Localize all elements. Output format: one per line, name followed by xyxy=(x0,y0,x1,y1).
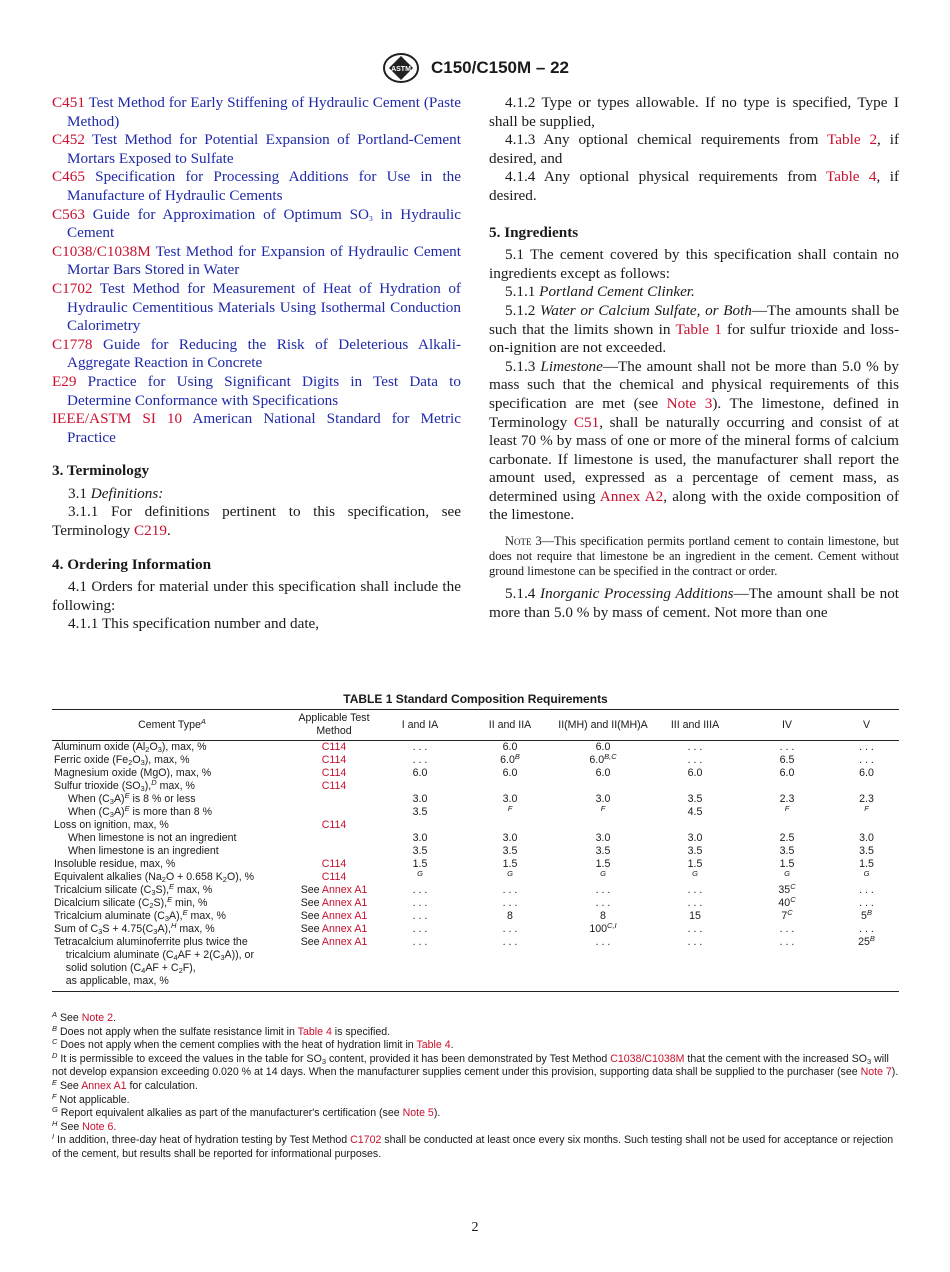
link-table-4[interactable]: Table 4 xyxy=(826,168,877,186)
astm-logo-icon xyxy=(381,52,421,84)
table-row: When limestone is an ingredient 3.5 3.5 3.5 3.5 3.5 3.5 xyxy=(68,845,874,857)
footnote-d: $^D$ It is permissible to exceed the values in the table for $SO_3$ content, provided it has been demonstrated by Test Method C1038/C1038M that the cement with the increased $SO_3$ will not develop expansion exceeding 0.020 % at 14 days. When the manufacturer supplies cement under this provision, supporting data shall be supplied to the purchaser (see Note 7). xyxy=(52,1050,899,1079)
table-header-row xyxy=(52,710,899,741)
col-type-ii: II and IIA xyxy=(464,710,556,741)
paragraph-4-1-2: 4.1.2 Type or types allowable. If no type is specified, Type I shall be supplied, xyxy=(489,94,899,130)
table-body xyxy=(52,741,899,992)
link-table-4-fnb[interactable]: Table 4 xyxy=(297,1025,332,1038)
paragraph-3-1-1: 3.1.1 For definitions pertinent to this specification, see Terminology C219. xyxy=(52,503,461,540)
table-row: Insoluble residue, max, % C114 1.5 1.5 1.5 1.5 1.5 1.5 xyxy=(54,858,874,870)
section-heading-ordering: 4. Ordering Information xyxy=(52,555,212,573)
link-table-2[interactable]: Table 2 xyxy=(827,131,878,149)
page-number: 2 xyxy=(471,1220,479,1235)
reference-item xyxy=(52,131,461,168)
reference-title: Test Method for Expansion of Hydraulic Cement Mortar Bars Stored in Water xyxy=(67,242,461,279)
reference-code-link[interactable]: C451 xyxy=(52,94,85,111)
table-row: Ferric oxide $(Fe_2O_3)$, max, % C114 . . . $6.0^B$ $6.0^{B,C}$ . . . 6.5 . . . xyxy=(54,752,874,767)
reference-item xyxy=(52,336,461,373)
link-note-7[interactable]: Note 7 xyxy=(860,1066,892,1079)
footnote-a: $^A$ See Note 2. xyxy=(52,1010,116,1024)
col-type-i: I and IA xyxy=(376,710,464,741)
paragraph-5-1: 5.1 The cement covered by this specification shall contain no ingredients except as follows: xyxy=(489,246,899,282)
reference-item xyxy=(52,206,461,243)
reference-item xyxy=(52,243,461,280)
reference-item xyxy=(52,94,461,131)
link-table-4-fnc[interactable]: Table 4 xyxy=(416,1039,451,1052)
link-annex-a2[interactable]: Annex A2 xyxy=(599,487,664,505)
reference-code-link[interactable]: C563 xyxy=(52,205,85,223)
col-type-v: V xyxy=(834,710,899,741)
reference-item xyxy=(52,168,461,205)
footnote-i: $^I$ In addition, three-day heat of hydration testing by Test Method C1702 shall be conducted at least once every six months. Such testing shall not be used for acceptance or rejection of the cement, but results shall be reported for informational purposes. xyxy=(52,1132,894,1160)
document-designation: C150/C150M – 22 xyxy=(431,58,569,77)
reference-code-link[interactable]: C1038/C1038M xyxy=(52,242,151,260)
section-heading-terminology: 3. Terminology xyxy=(52,462,150,480)
right-column xyxy=(489,94,899,623)
paragraph-3-1: 3.1 Definitions: xyxy=(68,484,164,502)
footnote-c: $^C$ Does not apply when the cement complies with the heat of hydration limit in Table 4. xyxy=(52,1037,454,1052)
col-type-iv: IV xyxy=(740,710,834,741)
paragraph-5-1-2: 5.1.2 Water or Calcium Sulfate, or Both—The amounts shall be such that the limits shown in Table 1 for sulfur trioxide and loss-on-ignition are not exceeded. xyxy=(489,301,900,357)
table-1 xyxy=(52,692,899,992)
reference-code-link[interactable]: IEEE/ASTM SI 10 xyxy=(52,410,183,428)
svg-text:ASTM: ASTM xyxy=(391,66,411,73)
table-1-footnotes xyxy=(52,1012,899,1162)
table-row: Magnesium oxide (MgO), max, % C114 6.0 6.0 6.0 6.0 6.0 6.0 xyxy=(54,767,874,779)
table-row: Dicalcium silicate $(C_2S),^E$ min, % See Annex A1 . . . . . . . . . . . . $40^C$ . . . xyxy=(54,895,874,910)
table-row: Loss on ignition, max, % C114 xyxy=(54,819,347,831)
table-row: When $(C_3A)^E$ is 8 % or less 3.0 3.0 3.0 3.5 2.3 2.3 xyxy=(68,791,874,806)
table-row: Tricalcium aluminate $(C_3A),^E$ max, % See Annex A1 . . . 8 8 15 $7^C$ $5^B$ xyxy=(54,908,872,923)
reference-code-link[interactable]: C1702 xyxy=(52,279,93,297)
referenced-documents-list xyxy=(52,94,461,447)
reference-title: Specification for Processing Additions for Use in the Manufacture of Hydraulic Cements xyxy=(67,168,462,204)
paragraph-4-1-4: 4.1.4 Any optional physical requirements from Table 4, if desired. xyxy=(489,168,900,204)
link-note-6[interactable]: Note 6 xyxy=(82,1120,114,1133)
table-row: Aluminum oxide $(Al_2O_3)$, max, % C114 . . . 6.0 6.0 . . . . . . . . . xyxy=(54,741,874,754)
reference-item xyxy=(52,373,461,410)
reference-title: Practice for Using Significant Digits in Test Data to Determine Conformance with Specifications xyxy=(67,372,461,409)
composition-requirements-table xyxy=(52,709,899,992)
reference-item xyxy=(52,410,461,447)
link-note-2[interactable]: Note 2 xyxy=(81,1012,113,1024)
reference-title: American National Standard for Metric Practice xyxy=(67,410,461,446)
paragraph-4-1: 4.1 Orders for material under this specification shall include the following: xyxy=(52,578,461,614)
reference-code-link[interactable]: E29 xyxy=(52,372,77,390)
paragraph-5-1-1: 5.1.1 Portland Cement Clinker. xyxy=(505,283,695,301)
table-row: Sulfur trioxide $(SO_3),^D$ max, % C114 xyxy=(54,778,347,793)
table-row: Tetracalcium aluminoferrite plus twice the tricalcium aluminate $(C_4AF + 2(C_3A))$, or solid solution $(C_4AF + C_2F)$, as applicable, max, % See Annex A1 . . . . . . . . . . . . . . . $25^B$ xyxy=(52,936,899,992)
footnote-f: $^F$ Not applicable. xyxy=(52,1091,130,1106)
paragraph-4-1-3: 4.1.3 Any optional chemical requirements from Table 2, if desired, and xyxy=(489,131,899,167)
link-annex-a1[interactable]: Annex A1 xyxy=(81,1079,127,1092)
reference-title: Test Method for Early Stiffening of Hydraulic Cement (Paste Method) xyxy=(67,94,461,130)
reference-title: Test Method for Potential Expansion of Portland-Cement Mortars Exposed to Sulfate xyxy=(67,131,461,167)
col-type-iimh: II(MH) and II(MH)A xyxy=(556,710,650,741)
reference-code-link[interactable]: C452 xyxy=(52,131,85,149)
footnote-g: $^G$ Report equivalent alkalies as part of the manufacturer's certification (see Note 5). xyxy=(52,1105,441,1120)
link-note-5[interactable]: Note 5 xyxy=(402,1107,434,1120)
col-type-iii: III and IIIA xyxy=(650,710,740,741)
note-3: Note 3—This specification permits portland cement to contain limestone, but does not require that limestone be an ingredient in the cement. Cement without ground limestone can be specified in the contract or order. xyxy=(489,534,899,578)
reference-code-link[interactable]: C465 xyxy=(52,168,85,186)
table-row: Sum of $C_3S + 4.75(C_3A),^H$ max, % See Annex A1 . . . . . . $100^{C,I}$ . . . . . . . . . xyxy=(54,921,874,936)
reference-title: Guide for Reducing the Risk of Deleterious Alkali-Aggregate Reaction in Concrete xyxy=(67,335,462,372)
table-row: When $(C_3A)^E$ is more than 8 % 3.5 $^F$ $^F$ 4.5 $^F$ $^F$ xyxy=(68,804,869,819)
paragraph-5-1-3: 5.1.3 Limestone—The amount shall not be more than 5.0 % by mass such that the chemical and physical requirements of this specification are met (see Note 3). The limestone, defined in Terminology C51, shall be naturally occurring and consist of at least 70 % by mass of one or more of the mineral forms of calcium carbonate. If limestone is used, the manufacturer shall report the amount used, expressed as a percentage of cement mass, as determined using Annex A2, along with the oxide composition of the limestone. xyxy=(489,357,899,524)
section-heading-ingredients: 5. Ingredients xyxy=(489,223,579,241)
link-c1702[interactable]: C1702 xyxy=(350,1134,382,1147)
footnote-h: $^H$ See Note 6. xyxy=(52,1118,117,1133)
table-1-title: TABLE 1 Standard Composition Requirements xyxy=(343,692,608,706)
paragraph-4-1-1: 4.1.1 This specification number and date, xyxy=(68,615,320,633)
table-row: Tricalcium silicate $(C_3S),^E$ max, % See Annex A1 . . . . . . . . . . . . $35^C$ . . . xyxy=(54,882,874,897)
reference-item xyxy=(52,280,461,336)
reference-code-link[interactable]: C1778 xyxy=(52,335,93,353)
footnote-b: $^B$ Does not apply when the sulfate resistance limit in Table 4 is specified. xyxy=(52,1023,391,1038)
reference-title: Test Method for Measurement of Heat of Hydration of Hydraulic Cementitious Materials Using Isothermal Conduction Calorimetry xyxy=(67,279,461,335)
link-note-3[interactable]: Note 3 xyxy=(666,394,713,412)
footnote-e: $^E$ See Annex A1 for calculation. xyxy=(52,1077,198,1092)
page-header xyxy=(0,52,950,84)
link-table-1[interactable]: Table 1 xyxy=(675,320,722,338)
link-c51[interactable]: C51 xyxy=(573,413,600,431)
col-test-method: Applicable Test Method xyxy=(292,710,376,741)
paragraph-5-1-4: 5.1.4 Inorganic Processing Additions—The amount shall be not more than 5.0 % by mass of cement. Not more than one xyxy=(489,585,900,622)
reference-title: Guide for Approximation of Optimum $SO_3$ in Hydraulic Cement xyxy=(67,205,461,242)
table-row: Equivalent alkalies ($Na_2O + 0.658$ $K_2O$), % C114 $^G$ $^G$ $^G$ $^G$ $^G$ $^G$ xyxy=(54,869,870,884)
link-c219[interactable]: C219 xyxy=(134,522,167,540)
left-column xyxy=(52,94,461,634)
table-row: When limestone is not an ingredient 3.0 3.0 3.0 3.0 2.5 3.0 xyxy=(68,832,874,844)
col-cement-type: Cement Type$^A$ xyxy=(52,710,292,741)
link-c1038[interactable]: C1038/C1038M xyxy=(610,1052,685,1065)
